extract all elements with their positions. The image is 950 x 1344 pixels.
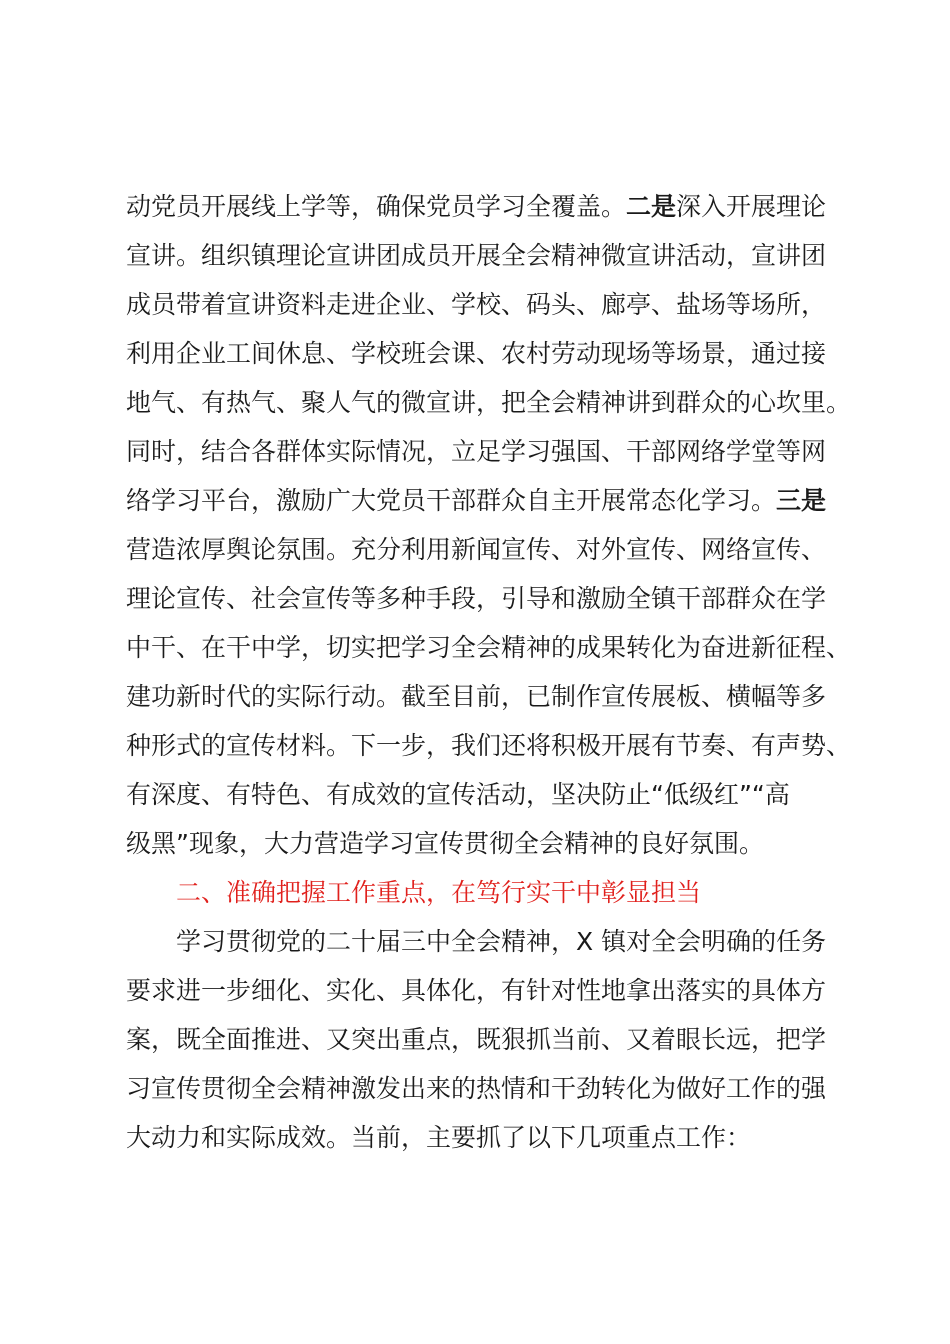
text-run: 利用企业工间休息、学校班会课、农村劳动现场等场景，通过接 [126, 339, 827, 368]
paragraph-line [126, 476, 826, 525]
paragraph-line [126, 770, 826, 819]
text-run: 大动力和实际成效。当前，主要抓了以下几项重点工作： [126, 1123, 752, 1152]
paragraph-line [126, 182, 826, 231]
paragraph-line [126, 721, 852, 770]
text-run: 络学习平台，激励广大党员干部群众自主开展常态化学习。 [126, 486, 777, 515]
text-run: 营造浓厚舆论氛围。充分利用新闻宣传、对外宣传、网络宣传、 [126, 535, 827, 564]
paragraph-line [126, 231, 826, 280]
text-run: 宣讲。组织镇理论宣讲团成员开展全会精神微宣讲活动，宣讲团 [126, 241, 827, 270]
paragraph-line [126, 378, 852, 427]
bold-marker: 二是 [626, 192, 677, 221]
paragraph-line [126, 1064, 826, 1113]
text-run: 深入开展理论 [676, 192, 827, 221]
document-body [126, 182, 852, 1162]
bold-marker: 三是 [776, 486, 827, 515]
section-heading: 二、准确把握工作重点，在笃行实干中彰显担当 [176, 878, 702, 907]
text-run: 种形式的宣传材料。下一步，我们还将积极开展有节奏、有声势、 [126, 731, 852, 760]
paragraph-line [126, 672, 826, 721]
text-run: 建功新时代的实际行动。截至目前，已制作宣传展板、横幅等多 [126, 682, 827, 711]
paragraph-line [126, 574, 826, 623]
text-run: 动党员开展线上学等，确保党员学习全覆盖。 [126, 192, 627, 221]
text-run: 成员带着宣讲资料走进企业、学校、码头、廊亭、盐场等场所， [126, 290, 827, 319]
text-run: 要求进一步细化、实化、具体化，有针对性地拿出落实的具体方 [126, 976, 827, 1005]
paragraph-line [126, 966, 826, 1015]
text-run: 理论宣传、社会宣传等多种手段，引导和激励全镇干部群众在学 [126, 584, 827, 613]
paragraph-line [126, 1113, 826, 1162]
paragraph-line [126, 819, 826, 868]
text-run: 地气、有热气、聚人气的微宣讲，把全会精神讲到群众的心坎里。 [126, 388, 852, 417]
text-run: 级黑”现象，大力营造学习宣传贯彻全会精神的良好氛围。 [126, 829, 764, 858]
paragraph-line [126, 280, 826, 329]
text-run: 学习贯彻党的二十届三中全会精神，X 镇对全会明确的任务 [176, 927, 827, 956]
text-run: 中干、在干中学，切实把学习全会精神的成果转化为奋进新征程、 [126, 633, 852, 662]
paragraph-line [126, 1015, 826, 1064]
text-run: 有深度、有特色、有成效的宣传活动，坚决防止“低级红”“高 [126, 780, 790, 809]
text-run: 案，既全面推进、又突出重点，既狠抓当前、又着眼长远，把学 [126, 1025, 827, 1054]
paragraph-line [126, 329, 826, 378]
paragraph-line [126, 623, 852, 672]
text-run: 习宣传贯彻全会精神激发出来的热情和干劲转化为做好工作的强 [126, 1074, 827, 1103]
text-run: 同时，结合各群体实际情况，立足学习强国、干部网络学堂等网 [126, 437, 827, 466]
paragraph-line [126, 917, 826, 966]
paragraph-line [126, 427, 826, 476]
paragraph-line [126, 525, 826, 574]
